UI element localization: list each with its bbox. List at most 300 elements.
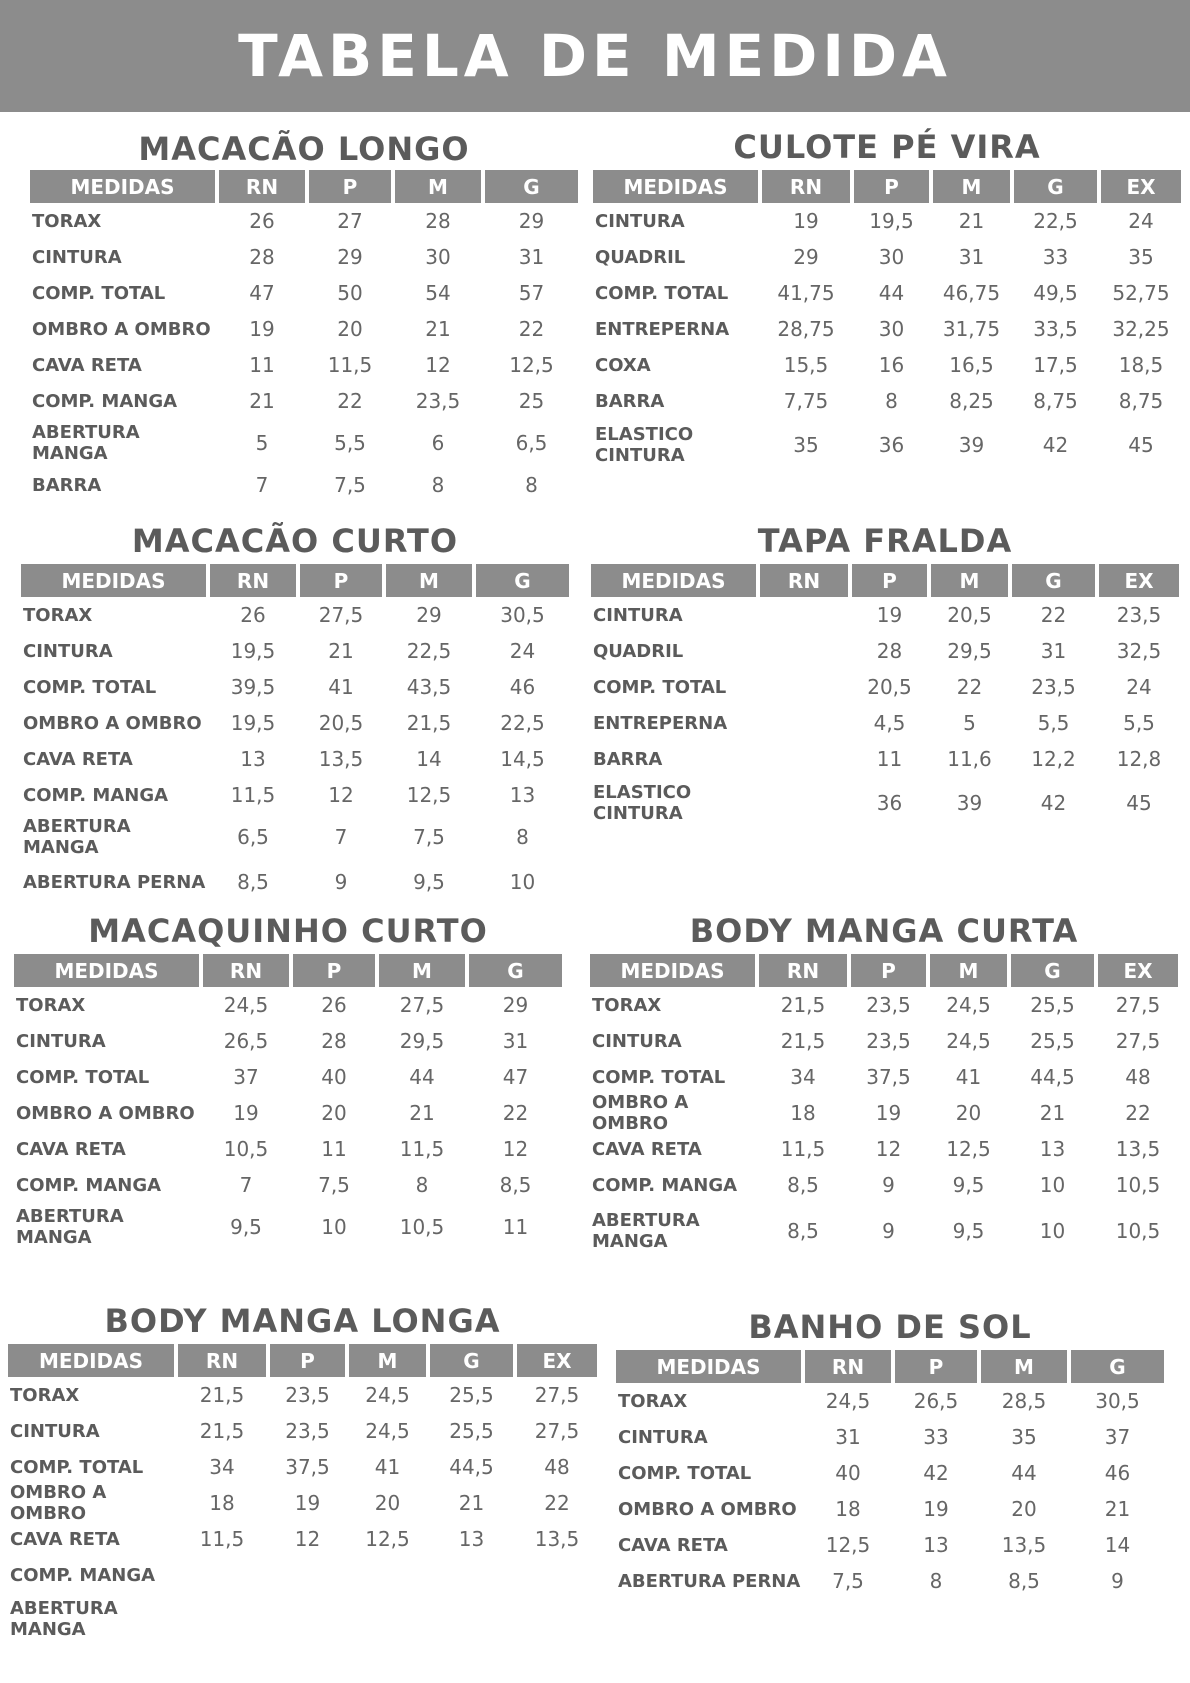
measure-value: 13 [509, 783, 536, 807]
measure-value: 24 [1126, 675, 1152, 699]
measure-value: 31 [1040, 639, 1067, 663]
measure-value: 21,5 [199, 1419, 245, 1443]
table-header-row [590, 954, 1178, 987]
column-header: G [469, 954, 562, 987]
row-label: COMP. MANGA [23, 784, 169, 806]
measure-value: 7 [334, 825, 348, 849]
measure-value: 45 [1128, 433, 1154, 457]
measure-value: 22 [518, 317, 545, 341]
measure-value: 9,5 [952, 1219, 985, 1243]
measure-value: 12 [875, 1137, 902, 1161]
measure-value: 11 [876, 747, 903, 771]
size-table [591, 564, 1179, 829]
measure-value: 37 [1104, 1425, 1131, 1449]
measure-value: 13 [240, 747, 266, 771]
row-label: CINTURA [595, 210, 685, 232]
column-header: M [930, 954, 1007, 987]
table-row [616, 1563, 1164, 1599]
table-row [8, 1593, 597, 1645]
measure-value: 12,2 [1031, 747, 1076, 771]
measure-value: 21 [1104, 1497, 1131, 1521]
measure-value: 21,5 [406, 711, 452, 735]
measure-value: 46 [509, 675, 536, 699]
measure-value: 25,5 [1030, 1029, 1075, 1053]
table-header-row [591, 564, 1179, 597]
column-header: MEDIDAS [21, 564, 206, 597]
measure-value: 12 [502, 1137, 529, 1161]
table-row [14, 1023, 562, 1059]
size-table [8, 1344, 597, 1645]
row-label: CINTURA [16, 1030, 106, 1052]
column-header: M [395, 170, 481, 203]
measure-value: 5,5 [1123, 711, 1155, 735]
column-header: M [386, 564, 472, 597]
table-row [590, 1131, 1178, 1167]
measure-value: 20,5 [318, 711, 364, 735]
table-row [14, 1203, 562, 1251]
column-header: MEDIDAS [8, 1344, 174, 1377]
measure-value: 7,5 [413, 825, 445, 849]
size-table [590, 954, 1178, 1259]
table-row [8, 1377, 597, 1413]
measure-value: 11,5 [327, 353, 373, 377]
measure-value: 28,5 [1001, 1389, 1047, 1413]
measure-value: 20 [955, 1101, 982, 1125]
table-header-row [616, 1350, 1164, 1383]
row-label: COMP. TOTAL [592, 1066, 726, 1088]
table-row [8, 1413, 597, 1449]
measure-value: 22 [1040, 603, 1067, 627]
measure-value: 11,5 [780, 1137, 826, 1161]
row-label: ABERTURA PERNA [618, 1570, 801, 1592]
column-header: P [309, 170, 391, 203]
measure-value: 23,5 [1116, 603, 1162, 627]
measure-value: 41,75 [777, 281, 835, 305]
measure-value: 21 [328, 639, 354, 663]
measure-value: 22,5 [406, 639, 452, 663]
table-row [14, 1131, 562, 1167]
measure-value: 11 [321, 1137, 347, 1161]
column-header: MEDIDAS [30, 170, 215, 203]
measure-value: 26,5 [913, 1389, 959, 1413]
measure-value: 20 [321, 1101, 347, 1125]
measure-value: 30 [878, 317, 905, 341]
table-row [593, 383, 1181, 419]
table-row [593, 275, 1181, 311]
measure-value: 11,5 [230, 783, 276, 807]
row-label: OMBRO A OMBRO [23, 712, 202, 734]
table-row [590, 1203, 1178, 1259]
table-title: MACACÃO CURTO [131, 522, 459, 560]
table-header-row [593, 170, 1181, 203]
measure-value: 24,5 [946, 993, 991, 1017]
measure-value: 47 [502, 1065, 529, 1089]
table-row [30, 311, 578, 347]
size-table [30, 170, 578, 503]
table-row [590, 1167, 1178, 1203]
measure-value: 14 [416, 747, 442, 771]
table-title: MACACÃO LONGO [138, 130, 470, 168]
measure-value: 19,5 [869, 209, 914, 233]
size-table [616, 1350, 1164, 1599]
measure-value: 23,5 [285, 1419, 330, 1443]
measure-value: 26,5 [223, 1029, 269, 1053]
table-row [21, 741, 569, 777]
measure-value: 35 [793, 433, 819, 457]
column-header: G [476, 564, 569, 597]
measure-value: 20 [1011, 1497, 1037, 1521]
measure-value: 8 [415, 1173, 429, 1197]
column-header: P [852, 564, 927, 597]
measure-value: 39 [956, 791, 983, 815]
row-label: ENTREPERNA [593, 712, 728, 734]
column-header: RN [805, 1350, 891, 1383]
measure-value: 18 [209, 1491, 235, 1515]
measure-value: 12,5 [946, 1137, 991, 1161]
measure-value: 35 [1011, 1425, 1037, 1449]
measure-value: 25,5 [449, 1419, 494, 1443]
table-row [14, 1167, 562, 1203]
measure-value: 44,5 [449, 1455, 494, 1479]
measure-value: 24,5 [825, 1389, 871, 1413]
measure-value: 21,5 [199, 1383, 245, 1407]
measure-value: 21,5 [780, 993, 826, 1017]
row-label: ABERTURA MANGA [32, 422, 140, 464]
measure-value: 25 [518, 389, 545, 413]
measure-value: 19 [793, 209, 819, 233]
table-row [14, 1095, 562, 1131]
table-row [14, 1059, 562, 1095]
measure-value: 13,5 [318, 747, 364, 771]
table-row [21, 813, 569, 861]
measure-value: 9,5 [413, 870, 445, 894]
column-header: G [485, 170, 578, 203]
table-title: CULOTE PÉ VIRA [733, 128, 1041, 166]
row-label: COMP. MANGA [32, 390, 178, 412]
measure-value: 19 [875, 1101, 902, 1125]
measure-value: 27,5 [318, 603, 364, 627]
measure-value: 33,5 [1033, 317, 1078, 341]
column-header: P [851, 954, 926, 987]
measure-value: 21 [1039, 1101, 1066, 1125]
table-header-row [14, 954, 562, 987]
row-label: COMP. TOTAL [595, 282, 729, 304]
measure-value: 40 [321, 1065, 347, 1089]
measure-value: 27,5 [1115, 993, 1161, 1017]
table-row [616, 1491, 1164, 1527]
measure-value: 12 [328, 783, 354, 807]
table-row [593, 419, 1181, 471]
row-label: OMBRO A OMBRO [32, 318, 211, 340]
column-header: G [1014, 170, 1097, 203]
column-header: RN [759, 954, 847, 987]
measure-value: 26 [249, 209, 275, 233]
measure-value: 57 [518, 281, 545, 305]
table-row [8, 1521, 597, 1557]
table-row [616, 1419, 1164, 1455]
measure-value: 41 [955, 1065, 982, 1089]
measure-value: 28 [425, 209, 451, 233]
measure-value: 9,5 [230, 1215, 262, 1239]
column-header: RN [210, 564, 296, 597]
measure-value: 22 [337, 389, 363, 413]
row-label: QUADRIL [595, 246, 686, 268]
measure-value: 37,5 [866, 1065, 911, 1089]
measure-value: 41 [374, 1455, 401, 1479]
measure-value: 10 [1039, 1173, 1066, 1197]
measure-value: 8 [431, 473, 445, 497]
column-header: M [933, 170, 1010, 203]
row-label: ABERTURA MANGA [23, 816, 131, 858]
measure-value: 8,75 [1033, 389, 1078, 413]
measure-value: 24,5 [365, 1419, 410, 1443]
column-header: G [1012, 564, 1095, 597]
measure-value: 7 [239, 1173, 253, 1197]
row-label: ABERTURA MANGA [10, 1598, 118, 1640]
column-header: M [981, 1350, 1067, 1383]
column-header: RN [762, 170, 850, 203]
measure-value: 20,5 [947, 603, 992, 627]
row-label: COMP. TOTAL [16, 1066, 150, 1088]
row-label: CAVA RETA [10, 1528, 120, 1550]
table-row [591, 741, 1179, 777]
size-table [14, 954, 562, 1251]
measure-value: 11,5 [399, 1137, 445, 1161]
column-header: MEDIDAS [616, 1350, 801, 1383]
table-row [590, 987, 1178, 1023]
measure-value: 5,5 [334, 431, 366, 455]
column-header: EX [1099, 564, 1179, 597]
measure-value: 5 [963, 711, 976, 735]
measure-value: 6,5 [237, 825, 269, 849]
measure-value: 13 [923, 1533, 949, 1557]
measure-value: 19 [923, 1497, 949, 1521]
table-row [30, 347, 578, 383]
table-row [30, 203, 578, 239]
row-label: ELASTICO CINTURA [595, 424, 694, 466]
measure-value: 29 [502, 993, 529, 1017]
column-header: MEDIDAS [593, 170, 758, 203]
row-label: COMP. TOTAL [593, 676, 727, 698]
measure-value: 45 [1126, 791, 1152, 815]
measure-value: 6,5 [515, 431, 548, 455]
measure-value: 20 [374, 1491, 401, 1515]
table-row [21, 597, 569, 633]
measure-value: 28,75 [777, 317, 835, 341]
column-header: MEDIDAS [14, 954, 199, 987]
row-label: CINTURA [10, 1420, 100, 1442]
row-label: CAVA RETA [32, 354, 142, 376]
measure-value: 4,5 [873, 711, 906, 735]
measure-value: 8 [525, 473, 538, 497]
table-row [593, 239, 1181, 275]
measure-value: 22 [544, 1491, 570, 1515]
measure-value: 21 [409, 1101, 435, 1125]
measure-value: 42 [1040, 791, 1067, 815]
measure-value: 19 [294, 1491, 321, 1515]
measure-value: 10 [509, 870, 536, 894]
measure-value: 34 [209, 1455, 235, 1479]
table-row [21, 633, 569, 669]
measure-value: 52,75 [1112, 281, 1170, 305]
table-row [616, 1383, 1164, 1419]
measure-value: 12 [294, 1527, 321, 1551]
measure-value: 22,5 [500, 711, 545, 735]
measure-value: 46,75 [942, 281, 1001, 305]
measure-value: 31 [502, 1029, 529, 1053]
size-table [21, 564, 569, 903]
measure-value: 27 [337, 209, 363, 233]
measure-value: 13,5 [1001, 1533, 1047, 1557]
measure-value: 25,5 [1030, 993, 1075, 1017]
table-row [593, 311, 1181, 347]
table-title: BODY MANGA LONGA [104, 1302, 501, 1340]
row-label: TORAX [10, 1384, 80, 1406]
table-row [14, 987, 562, 1023]
row-label: CINTURA [32, 246, 122, 268]
row-label: OMBRO A OMBRO [16, 1102, 195, 1124]
measure-value: 8,25 [949, 389, 994, 413]
row-label: ELASTICO CINTURA [593, 782, 692, 824]
row-label: OMBRO A OMBRO [10, 1482, 107, 1524]
table-row [21, 777, 569, 813]
row-label: QUADRIL [593, 640, 684, 662]
measure-value: 50 [337, 281, 363, 305]
measure-value: 7 [255, 473, 269, 497]
measure-value: 29 [416, 603, 442, 627]
column-header: RN [760, 564, 848, 597]
measure-value: 28 [249, 245, 275, 269]
measure-value: 39 [958, 433, 985, 457]
measure-value: 24 [509, 639, 536, 663]
measure-value: 30,5 [1095, 1389, 1140, 1413]
table-header-row [8, 1344, 597, 1377]
row-label: TORAX [592, 994, 662, 1016]
measure-value: 10 [321, 1215, 347, 1239]
measure-value: 12 [425, 353, 451, 377]
column-header: RN [203, 954, 289, 987]
measure-value: 31,75 [942, 317, 1001, 341]
measure-value: 13,5 [534, 1527, 580, 1551]
measure-value: 19 [249, 317, 275, 341]
table-row [8, 1449, 597, 1485]
table-row [21, 705, 569, 741]
measure-value: 26 [240, 603, 266, 627]
measure-value: 8 [516, 825, 529, 849]
column-header: G [1071, 1350, 1164, 1383]
table-row [30, 383, 578, 419]
table-row [591, 705, 1179, 741]
measure-value: 8,5 [787, 1173, 819, 1197]
measure-value: 33 [1042, 245, 1069, 269]
table-row [593, 203, 1181, 239]
column-header: EX [1101, 170, 1181, 203]
row-label: CAVA RETA [16, 1138, 126, 1160]
row-label: CAVA RETA [618, 1534, 728, 1556]
measure-value: 21 [425, 317, 451, 341]
table-row [21, 669, 569, 705]
measure-value: 11,5 [199, 1527, 245, 1551]
measure-value: 11 [249, 353, 275, 377]
measure-value: 44 [409, 1065, 435, 1089]
measure-value: 48 [544, 1455, 570, 1479]
measure-value: 9 [882, 1173, 895, 1197]
measure-value: 30,5 [500, 603, 545, 627]
column-header: P [895, 1350, 977, 1383]
row-label: BARRA [593, 748, 663, 770]
measure-value: 10,5 [1115, 1173, 1161, 1197]
measure-value: 49,5 [1033, 281, 1078, 305]
table-row [590, 1023, 1178, 1059]
row-label: ABERTURA MANGA [16, 1206, 124, 1248]
measure-value: 46 [1104, 1461, 1131, 1485]
measure-value: 13,5 [1115, 1137, 1161, 1161]
row-label: COMP. TOTAL [23, 676, 157, 698]
measure-value: 10 [1039, 1219, 1066, 1243]
measure-value: 11 [502, 1215, 529, 1239]
column-header: RN [178, 1344, 266, 1377]
measure-value: 40 [835, 1461, 861, 1485]
row-label: TORAX [23, 604, 93, 626]
measure-value: 25,5 [449, 1383, 494, 1407]
measure-value: 10,5 [223, 1137, 269, 1161]
column-header: G [1011, 954, 1094, 987]
table-title: MACAQUINHO CURTO [88, 912, 488, 950]
row-label: COMP. MANGA [10, 1564, 156, 1586]
measure-value: 28 [876, 639, 903, 663]
column-header: P [293, 954, 375, 987]
measure-value: 18 [835, 1497, 861, 1521]
measure-value: 7,5 [318, 1173, 350, 1197]
measure-value: 8,5 [499, 1173, 532, 1197]
measure-value: 7,5 [832, 1569, 864, 1593]
table-row [593, 347, 1181, 383]
measure-value: 31 [518, 245, 545, 269]
measure-value: 7,75 [783, 389, 829, 413]
measure-value: 31 [835, 1425, 861, 1449]
measure-value: 27,5 [534, 1419, 580, 1443]
measure-value: 13 [1039, 1137, 1066, 1161]
measure-value: 12,8 [1116, 747, 1162, 771]
measure-value: 37 [233, 1065, 259, 1089]
measure-value: 42 [923, 1461, 949, 1485]
table-row [591, 633, 1179, 669]
table-row [30, 419, 578, 467]
measure-value: 27,5 [399, 993, 445, 1017]
measure-value: 8 [929, 1569, 943, 1593]
measure-value: 48 [1125, 1065, 1151, 1089]
measure-value: 12,5 [365, 1527, 410, 1551]
table-row [616, 1455, 1164, 1491]
measure-value: 9 [882, 1219, 895, 1243]
measure-value: 5,5 [1037, 711, 1070, 735]
measure-value: 17,5 [1033, 353, 1078, 377]
measure-value: 21 [249, 389, 275, 413]
measure-value: 24,5 [223, 993, 269, 1017]
table-header-row [30, 170, 578, 203]
measure-value: 21,5 [780, 1029, 826, 1053]
row-label: ABERTURA PERNA [23, 871, 206, 893]
column-header: P [270, 1344, 345, 1377]
measure-value: 9 [1111, 1569, 1124, 1593]
measure-value: 33 [923, 1425, 949, 1449]
measure-value: 8,75 [1118, 389, 1164, 413]
column-header: RN [219, 170, 305, 203]
row-label: TORAX [32, 210, 102, 232]
column-header: P [854, 170, 929, 203]
measure-value: 54 [425, 281, 451, 305]
measure-value: 11,6 [947, 747, 992, 771]
